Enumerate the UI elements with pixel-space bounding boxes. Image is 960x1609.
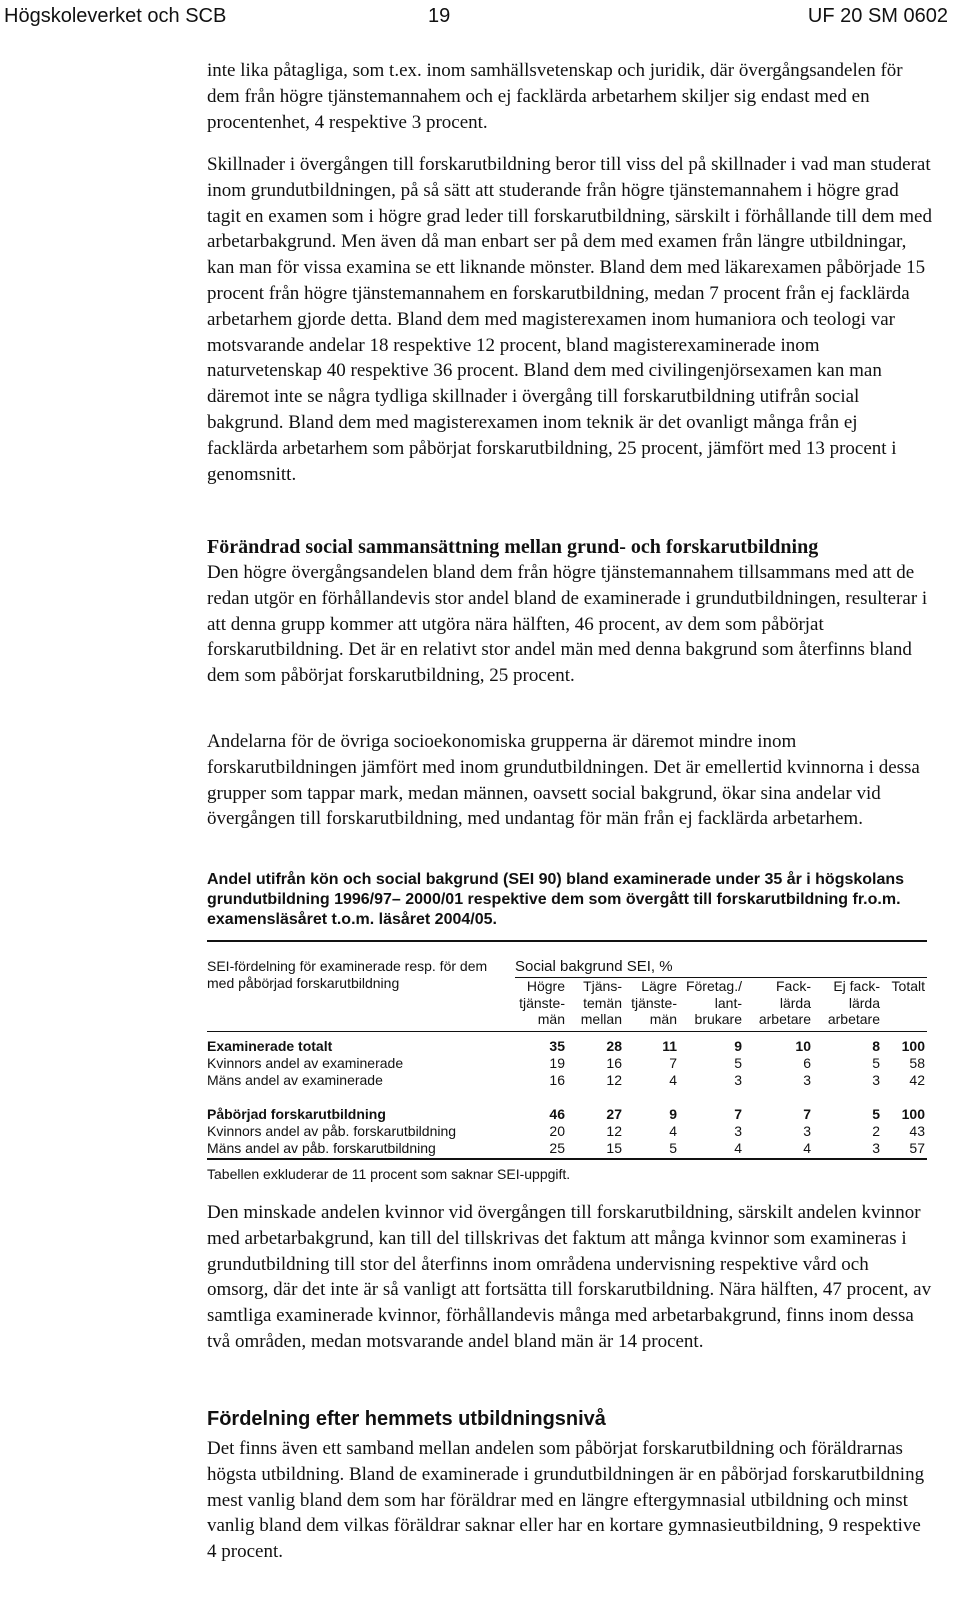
paragraph-2: Skillnader i övergången till forskarutbildning beror till viss del på skillnader i vad man studerat inom grundutbildningen, på så sätt att studerande från högre tjänstemannahem i högre grad tagit en examen som i högre grad leder till forskarutbildning, särskilt i förhållande till dem med arbetarbakgrund. Men även då man enbart ser på dem med examen från längre utbildningar, kan man för vissa examina se ett liknande mönster. Bland dem med läkarexamen påbörjade 15 procent från högre tjänstemannahem en forskarutbildning, medan 7 procent från ej facklärda arbetarhem gjorde detta. Bland dem med magisterexamen inom humaniora och teologi var motsvarande andelar 18 respektive 12 procent, bland magisterexaminerade inom naturvetenskap 40 respektive 36 procent. Bland dem med civilingenjörsexamen kan man däremot inte se några tydliga skillnader i övergång till forskarutbildning utifrån social bakgrund. Bland dem med magisterexamen inom teknik är det ovanligt många från ej facklärda arbetarhem som påbörjat forskarutbildning, 25 procent, jämfört med 13 procent i genomsnitt. bbox=[207, 154, 932, 485]
column-header-line: arbetare bbox=[827, 1011, 880, 1027]
column-header-line: mellan bbox=[580, 1011, 622, 1027]
table-bottom-rule bbox=[207, 1158, 927, 1160]
table-cell: 100 bbox=[901, 1106, 925, 1122]
column-header-line: Lägre bbox=[641, 978, 677, 994]
table-row bbox=[207, 1123, 927, 1140]
table-group-header: Social bakgrund SEI, % bbox=[515, 958, 673, 975]
table-cell: 25 bbox=[549, 1140, 565, 1156]
table-cell: 5 bbox=[669, 1140, 677, 1156]
table-note: Tabellen exkluderar de 11 procent som saknar SEI-uppgift. bbox=[207, 1166, 571, 1182]
table-cell: 19 bbox=[549, 1055, 565, 1071]
table-column-header bbox=[631, 978, 677, 1028]
table-cell: 3 bbox=[872, 1072, 880, 1088]
paragraph-3: Den högre övergångsandelen bland dem från högre tjänstemannahem tillsammans med att de redan utgör en förhållandevis stor andel bland de examinerade i grundutbildningen, resulterar i att denna grupp kommer att utgöra nära hälften, 46 procent, av dem som påbörjat forskarutbildning. Det är en relativt stor andel män med denna bakgrund som återfinns bland dem som påbörjat forskarutbildning, 25 procent. bbox=[207, 562, 928, 687]
column-header-line: Ej fack- bbox=[833, 978, 880, 994]
table-cell: 16 bbox=[606, 1055, 622, 1071]
table-cell: 6 bbox=[803, 1055, 811, 1071]
table-cell: 16 bbox=[549, 1072, 565, 1088]
column-header-line: tjänste- bbox=[519, 994, 565, 1011]
section-heading-home-education: Fördelning efter hemmets utbildningsnivå bbox=[207, 1408, 606, 1430]
column-header-line: män bbox=[649, 1011, 677, 1027]
table-column-header bbox=[686, 978, 742, 1028]
table-cell: 35 bbox=[549, 1038, 565, 1054]
column-header-line: brukare bbox=[694, 1011, 742, 1027]
page-number: 19 bbox=[428, 5, 451, 27]
table-column-header bbox=[519, 978, 565, 1028]
table-cell: 46 bbox=[549, 1106, 565, 1122]
column-header-line: Högre bbox=[526, 978, 565, 994]
table-cell: 5 bbox=[872, 1106, 880, 1122]
sei-table bbox=[207, 940, 927, 1182]
column-header-line: tjänste- bbox=[631, 994, 677, 1011]
table-cell: 9 bbox=[734, 1038, 742, 1054]
table-cell: 8 bbox=[872, 1038, 880, 1054]
running-header-left: Högskoleverket och SCB bbox=[4, 5, 227, 27]
paragraph-6: Det finns även ett samband mellan andelen som påbörjat forskarutbildning och föräldrarnas högsta utbildning. Bland de examinerade i grundutbildningen är en påbörjad forskarutbildning mest vanlig bland dem som har föräldrar med en längre eftergymnasial utbildning och minst vanlig bland dem vilkas föräldrar saknar eller har en kortare gymnasieutbildning, 9 respektive 4 procent. bbox=[207, 1438, 925, 1563]
table-cell: 7 bbox=[803, 1106, 811, 1122]
table-cell: 3 bbox=[734, 1123, 742, 1139]
table-cell: 12 bbox=[606, 1123, 622, 1139]
table-cell: 100 bbox=[901, 1038, 925, 1054]
table-row bbox=[207, 1140, 927, 1157]
column-header-line: lärda bbox=[848, 994, 880, 1011]
table-cell: 27 bbox=[606, 1106, 622, 1122]
column-header-line: temän bbox=[583, 994, 622, 1011]
table-cell: 58 bbox=[909, 1055, 925, 1071]
table-cell: 43 bbox=[909, 1123, 925, 1139]
row-label: Kvinnors andel av påb. forskarutbildning bbox=[207, 1123, 457, 1139]
table-cell: 3 bbox=[803, 1072, 811, 1088]
column-header-line: lant- bbox=[714, 994, 742, 1011]
row-label: Påbörjad forskarutbildning bbox=[207, 1106, 386, 1122]
table-row bbox=[207, 1055, 927, 1072]
row-label: Mäns andel av påb. forskarutbildning bbox=[207, 1140, 436, 1156]
table-cell: 3 bbox=[803, 1123, 811, 1139]
table-cell: 57 bbox=[909, 1140, 925, 1156]
column-header-line: män bbox=[537, 1011, 565, 1027]
table-cell: 7 bbox=[734, 1106, 742, 1122]
table-cell: 42 bbox=[909, 1072, 925, 1088]
table-top-rule bbox=[207, 940, 927, 942]
table-cell: 10 bbox=[795, 1038, 811, 1054]
table-row bbox=[207, 1038, 927, 1055]
column-header-line: lärda bbox=[779, 994, 811, 1011]
table-cell: 15 bbox=[606, 1140, 622, 1156]
table-stub-header: SEI-fördelning för examinerade resp. för dem med påbörjad forskarutbildning bbox=[207, 958, 488, 991]
table-cell: 3 bbox=[734, 1072, 742, 1088]
paragraph-5: Den minskade andelen kvinnor vid övergången till forskarutbildning, särskilt andelen kvinnor med arbetarbakgrund, kan till del tillskrivas det faktum att många kvinnor som examineras i grundutbildning till stor del återfinns inom områdena undervisning respektive vård och omsorg, där det inte är så vanligt att fortsätta till forskarutbildning. Nära hälften, 47 procent, av samtliga examinerade kvinnor, förhållandevis många med arbetarbakgrund, finns inom dessa två områden, medan motsvarande andel bland män är 14 procent. bbox=[207, 1202, 932, 1352]
row-label: Examinerade totalt bbox=[207, 1038, 333, 1054]
table-cell: 7 bbox=[669, 1055, 677, 1071]
table-cell: 4 bbox=[734, 1140, 742, 1156]
row-label: Kvinnors andel av examinerade bbox=[207, 1055, 404, 1071]
table-row bbox=[207, 1106, 927, 1123]
table-header-rule bbox=[207, 1031, 927, 1032]
table-cell: 4 bbox=[669, 1072, 677, 1088]
paragraph-1: inte lika påtagliga, som t.ex. inom samhällsvetenskap och juridik, där övergångsandelen för dem från högre tjänstemannahem och ej facklärda arbetarhem skiljer sig endast med en procentenhet, 4 respektive 3 procent. bbox=[207, 60, 903, 133]
table-column-header bbox=[759, 978, 811, 1028]
table-column-header bbox=[828, 978, 880, 1028]
table-column-header bbox=[581, 978, 622, 1028]
table-cell: 4 bbox=[669, 1123, 677, 1139]
table-cell: 3 bbox=[872, 1140, 880, 1156]
table-cell: 12 bbox=[606, 1072, 622, 1088]
table-cell: 5 bbox=[734, 1055, 742, 1071]
column-header-line: Fack- bbox=[776, 978, 811, 994]
column-header-line: arbetare bbox=[758, 1011, 811, 1027]
table-cell: 2 bbox=[872, 1123, 880, 1139]
table-cell: 20 bbox=[549, 1123, 565, 1139]
column-header-line: Företag./ bbox=[685, 978, 742, 994]
paragraph-4: Andelarna för de övriga socioekonomiska grupperna är däremot mindre inom forskarutbildningen jämfört med inom grundutbildningen. Det är emellertid kvinnorna i dessa grupper som tappar mark, medan männen, oavsett social bakgrund, ökar sina andelar vid övergången till forskarutbildning, med undantag för män från ej facklärda arbetarhem. bbox=[207, 731, 920, 830]
section-heading-social-composition: Förändrad social sammansättning mellan grund- och forskarutbildning bbox=[207, 536, 819, 558]
running-header-right: UF 20 SM 0602 bbox=[807, 5, 948, 27]
table-title: Andel utifrån kön och social bakgrund (SEI 90) bland examinerade under 35 år i högskolans grundutbildning 1996/97– 2000/01 respektive dem som övergått till forskarutbildning fr.o.m. examensläsåret t.o.m. läsåret 2004/05. bbox=[207, 871, 905, 928]
table-cell: 9 bbox=[669, 1106, 677, 1122]
column-header-line: Tjäns- bbox=[583, 978, 622, 994]
table-cell: 28 bbox=[606, 1038, 622, 1054]
table-column-header bbox=[892, 978, 925, 995]
row-label: Mäns andel av examinerade bbox=[207, 1072, 383, 1088]
table-cell: 5 bbox=[872, 1055, 880, 1071]
table-row bbox=[207, 1072, 927, 1089]
column-header-line: Totalt bbox=[891, 978, 925, 994]
table-cell: 4 bbox=[803, 1140, 811, 1156]
table-cell: 11 bbox=[662, 1038, 677, 1054]
